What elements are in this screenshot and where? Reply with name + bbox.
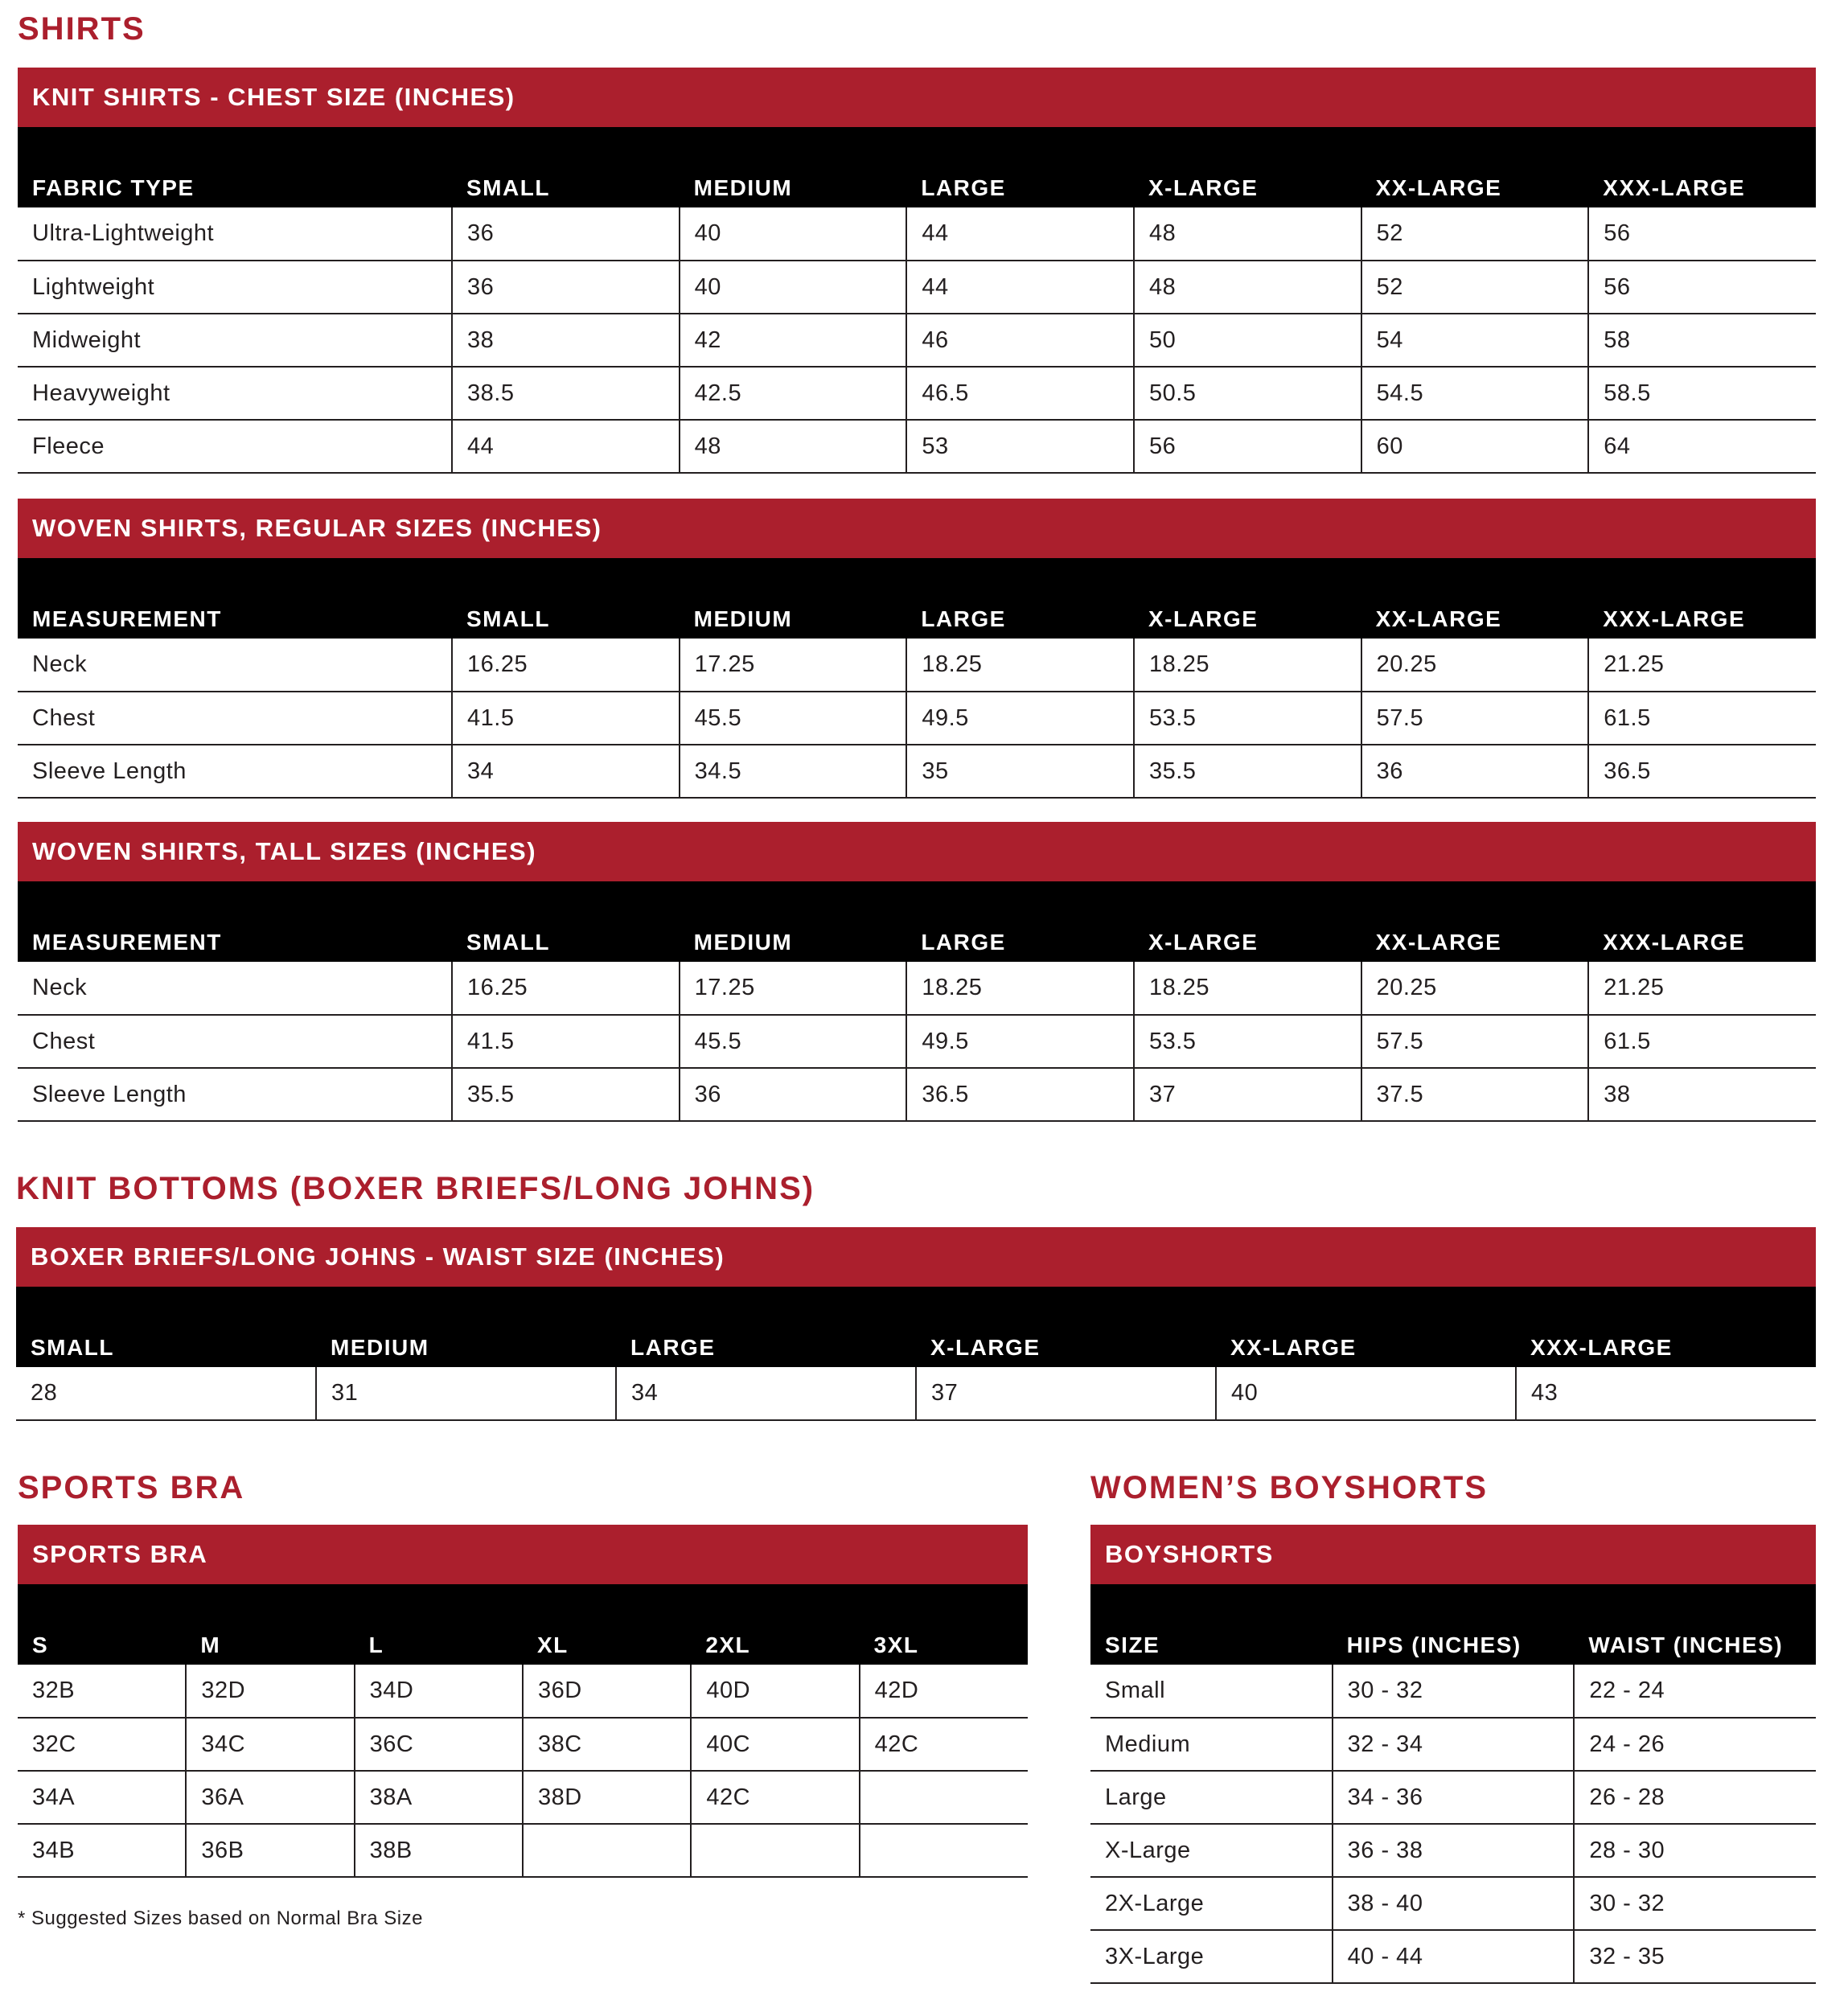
table-cell: 56 [1588,261,1816,314]
table-cell: Fleece [18,420,452,473]
column-header: XX-LARGE [1361,558,1589,639]
table-cell: 17.25 [680,962,907,1015]
table-cell [691,1824,859,1877]
table-cell: 32 - 35 [1574,1930,1816,1983]
table-cell: 46 [906,314,1134,367]
column-header: SMALL [452,881,680,962]
table-cell: 48 [1134,261,1361,314]
table-cell: 34 [452,745,680,798]
sports-bra-footnote: * Suggested Sizes based on Normal Bra Size [18,1907,423,1929]
boyshorts-title: BOYSHORTS [1090,1525,1816,1584]
woven-tall-block [18,822,1816,1122]
table-cell: 38B [355,1824,523,1877]
table-cell: 40 - 44 [1333,1930,1575,1983]
table-cell: 44 [452,420,680,473]
table-cell: Midweight [18,314,452,367]
shirts-heading: SHIRTS [18,11,146,47]
column-header: SMALL [452,558,680,639]
column-header: XXX-LARGE [1588,881,1816,962]
table-cell: 35.5 [1134,745,1361,798]
column-header: XX-LARGE [1216,1287,1516,1367]
table-cell: 45.5 [680,1015,907,1068]
table-cell: 50.5 [1134,367,1361,420]
table-cell: 28 - 30 [1574,1824,1816,1877]
table-cell: Ultra-Lightweight [18,207,452,261]
table-cell: 37 [1134,1068,1361,1121]
table-cell: 18.25 [906,962,1134,1015]
table-cell: 34B [18,1824,186,1877]
table-row [18,1824,1028,1877]
table-cell: 45.5 [680,692,907,745]
table-cell: 57.5 [1361,692,1589,745]
table-cell: 64 [1588,420,1816,473]
table-cell: 38.5 [452,367,680,420]
column-header: XX-LARGE [1361,127,1589,207]
table-cell: 36 - 38 [1333,1824,1575,1877]
table-cell: 53.5 [1134,1015,1361,1068]
column-header: X-LARGE [1134,881,1361,962]
table-row [1090,1665,1816,1718]
table-row [18,692,1816,745]
knit-shirts-block [18,68,1816,474]
table-row [18,639,1816,692]
column-header: 2XL [691,1584,859,1665]
table-cell: 35 [906,745,1134,798]
table-cell: 44 [906,207,1134,261]
table-row [1090,1877,1816,1930]
table-cell: 54.5 [1361,367,1589,420]
column-header: MEASUREMENT [18,881,452,962]
table-row [18,314,1816,367]
table-cell: 42C [860,1718,1028,1771]
column-header: SMALL [452,127,680,207]
table-cell: 30 - 32 [1574,1877,1816,1930]
column-header: LARGE [906,127,1134,207]
column-header: FABRIC TYPE [18,127,452,207]
table-cell: 40 [680,261,907,314]
table-cell: 18.25 [906,639,1134,692]
table-cell: 54 [1361,314,1589,367]
table-cell [860,1771,1028,1824]
table-cell: 48 [680,420,907,473]
table-cell: 18.25 [1134,639,1361,692]
column-header: M [186,1584,354,1665]
table-cell: 37 [916,1367,1216,1420]
table-cell: 34.5 [680,745,907,798]
table-cell: 24 - 26 [1574,1718,1816,1771]
table-cell: 52 [1361,261,1589,314]
column-header: XX-LARGE [1361,881,1589,962]
table-cell: 49.5 [906,1015,1134,1068]
table-cell: 36D [523,1665,691,1718]
column-header: HIPS (INCHES) [1333,1584,1575,1665]
column-header: XXX-LARGE [1588,127,1816,207]
boyshorts-heading: WOMEN’S BOYSHORTS [1090,1470,1489,1505]
table-cell: 30 - 32 [1333,1665,1575,1718]
table-cell: 36C [355,1718,523,1771]
table-cell: 3X-Large [1090,1930,1333,1983]
table-cell: 38 - 40 [1333,1877,1575,1930]
table-cell: 40 [1216,1367,1516,1420]
table-cell: 53 [906,420,1134,473]
boyshorts-table [1090,1584,1816,1984]
table-cell: 42C [691,1771,859,1824]
table-cell: 38A [355,1771,523,1824]
column-header: XXX-LARGE [1588,558,1816,639]
table-cell: 18.25 [1134,962,1361,1015]
table-cell: 35.5 [452,1068,680,1121]
column-header: X-LARGE [1134,127,1361,207]
woven-tall-title: WOVEN SHIRTS, TALL SIZES (INCHES) [18,822,1816,881]
woven-regular-block [18,499,1816,799]
table-cell: 21.25 [1588,962,1816,1015]
table-cell: 61.5 [1588,1015,1816,1068]
boxer-briefs-table [16,1287,1816,1421]
table-cell: 50 [1134,314,1361,367]
table-cell: Large [1090,1771,1333,1824]
table-cell: 58 [1588,314,1816,367]
table-cell: 41.5 [452,1015,680,1068]
column-header: XL [523,1584,691,1665]
table-row [18,367,1816,420]
table-cell: 58.5 [1588,367,1816,420]
table-cell: 32C [18,1718,186,1771]
column-header: LARGE [906,558,1134,639]
boxer-briefs-title: BOXER BRIEFS/LONG JOHNS - WAIST SIZE (INCHES) [16,1227,1816,1287]
boyshorts-block [1090,1525,1816,1984]
table-cell: Small [1090,1665,1333,1718]
sports-bra-heading: SPORTS BRA [18,1470,245,1505]
column-header: L [355,1584,523,1665]
boxer-briefs-block [16,1227,1816,1421]
table-cell: 43 [1516,1367,1816,1420]
table-cell: Lightweight [18,261,452,314]
column-header: MEDIUM [680,558,907,639]
table-cell: Neck [18,639,452,692]
table-cell: 38C [523,1718,691,1771]
column-header: X-LARGE [916,1287,1216,1367]
woven-tall-table [18,881,1816,1122]
table-cell: Sleeve Length [18,1068,452,1121]
table-cell: 36 [1361,745,1589,798]
table-cell: 42.5 [680,367,907,420]
table-cell: Neck [18,962,452,1015]
table-cell: 40D [691,1665,859,1718]
table-cell: Medium [1090,1718,1333,1771]
table-row [18,420,1816,473]
table-cell: 36B [186,1824,354,1877]
table-row [18,745,1816,798]
column-header: LARGE [906,881,1134,962]
column-header: MEDIUM [680,881,907,962]
table-cell: Chest [18,1015,452,1068]
table-row [18,1015,1816,1068]
table-cell: 60 [1361,420,1589,473]
table-row [18,962,1816,1015]
table-cell: 48 [1134,207,1361,261]
table-cell: Sleeve Length [18,745,452,798]
table-cell: X-Large [1090,1824,1333,1877]
table-row [18,261,1816,314]
table-cell: 49.5 [906,692,1134,745]
table-cell: Chest [18,692,452,745]
table-cell: 34A [18,1771,186,1824]
table-row [1090,1771,1816,1824]
table-cell: 22 - 24 [1574,1665,1816,1718]
column-header: LARGE [616,1287,916,1367]
table-cell: 56 [1134,420,1361,473]
table-cell: 2X-Large [1090,1877,1333,1930]
table-cell: 36 [452,207,680,261]
table-cell: 34C [186,1718,354,1771]
table-cell: 40C [691,1718,859,1771]
table-cell: 38 [452,314,680,367]
table-cell: 32 - 34 [1333,1718,1575,1771]
table-cell: 57.5 [1361,1015,1589,1068]
table-cell: 36.5 [1588,745,1816,798]
table-cell: 34 - 36 [1333,1771,1575,1824]
table-cell: 46.5 [906,367,1134,420]
table-cell: 36A [186,1771,354,1824]
table-cell: 38 [1588,1068,1816,1121]
table-cell: 16.25 [452,639,680,692]
table-row [1090,1718,1816,1771]
sports-bra-block [18,1525,1028,1878]
table-row [18,1771,1028,1824]
table-cell: 20.25 [1361,962,1589,1015]
table-row [16,1367,1816,1420]
table-cell: 42 [680,314,907,367]
table-row [1090,1930,1816,1983]
column-header: XXX-LARGE [1516,1287,1816,1367]
table-cell: 37.5 [1361,1068,1589,1121]
woven-regular-title: WOVEN SHIRTS, REGULAR SIZES (INCHES) [18,499,1816,558]
table-cell [523,1824,691,1877]
column-header: S [18,1584,186,1665]
table-cell: 32B [18,1665,186,1718]
table-row [18,1718,1028,1771]
table-cell: 36.5 [906,1068,1134,1121]
table-cell [860,1824,1028,1877]
woven-regular-table [18,558,1816,799]
column-header: MEDIUM [680,127,907,207]
sports-bra-title: SPORTS BRA [18,1525,1028,1584]
table-cell: 34 [616,1367,916,1420]
table-cell: 61.5 [1588,692,1816,745]
column-header: SMALL [16,1287,316,1367]
table-cell: 28 [16,1367,316,1420]
table-cell: 42D [860,1665,1028,1718]
table-cell: 21.25 [1588,639,1816,692]
table-cell: 32D [186,1665,354,1718]
knit-bottoms-heading: KNIT BOTTOMS (BOXER BRIEFS/LONG JOHNS) [16,1171,815,1206]
table-cell: 31 [316,1367,616,1420]
table-cell: 53.5 [1134,692,1361,745]
table-cell: 17.25 [680,639,907,692]
table-cell: 26 - 28 [1574,1771,1816,1824]
column-header: MEDIUM [316,1287,616,1367]
table-cell: 52 [1361,207,1589,261]
knit-shirts-title: KNIT SHIRTS - CHEST SIZE (INCHES) [18,68,1816,127]
table-cell: 38D [523,1771,691,1824]
table-cell: 36 [452,261,680,314]
table-cell: 36 [680,1068,907,1121]
column-header: 3XL [860,1584,1028,1665]
knit-shirts-table [18,127,1816,474]
column-header: MEASUREMENT [18,558,452,639]
column-header: X-LARGE [1134,558,1361,639]
table-row [1090,1824,1816,1877]
table-cell: 34D [355,1665,523,1718]
column-header: WAIST (INCHES) [1574,1584,1816,1665]
table-cell: 56 [1588,207,1816,261]
table-cell: 20.25 [1361,639,1589,692]
table-cell: 40 [680,207,907,261]
table-row [18,1068,1816,1121]
table-row [18,207,1816,261]
sports-bra-table [18,1584,1028,1878]
table-cell: Heavyweight [18,367,452,420]
table-cell: 16.25 [452,962,680,1015]
table-row [18,1665,1028,1718]
table-cell: 44 [906,261,1134,314]
column-header: SIZE [1090,1584,1333,1665]
table-cell: 41.5 [452,692,680,745]
